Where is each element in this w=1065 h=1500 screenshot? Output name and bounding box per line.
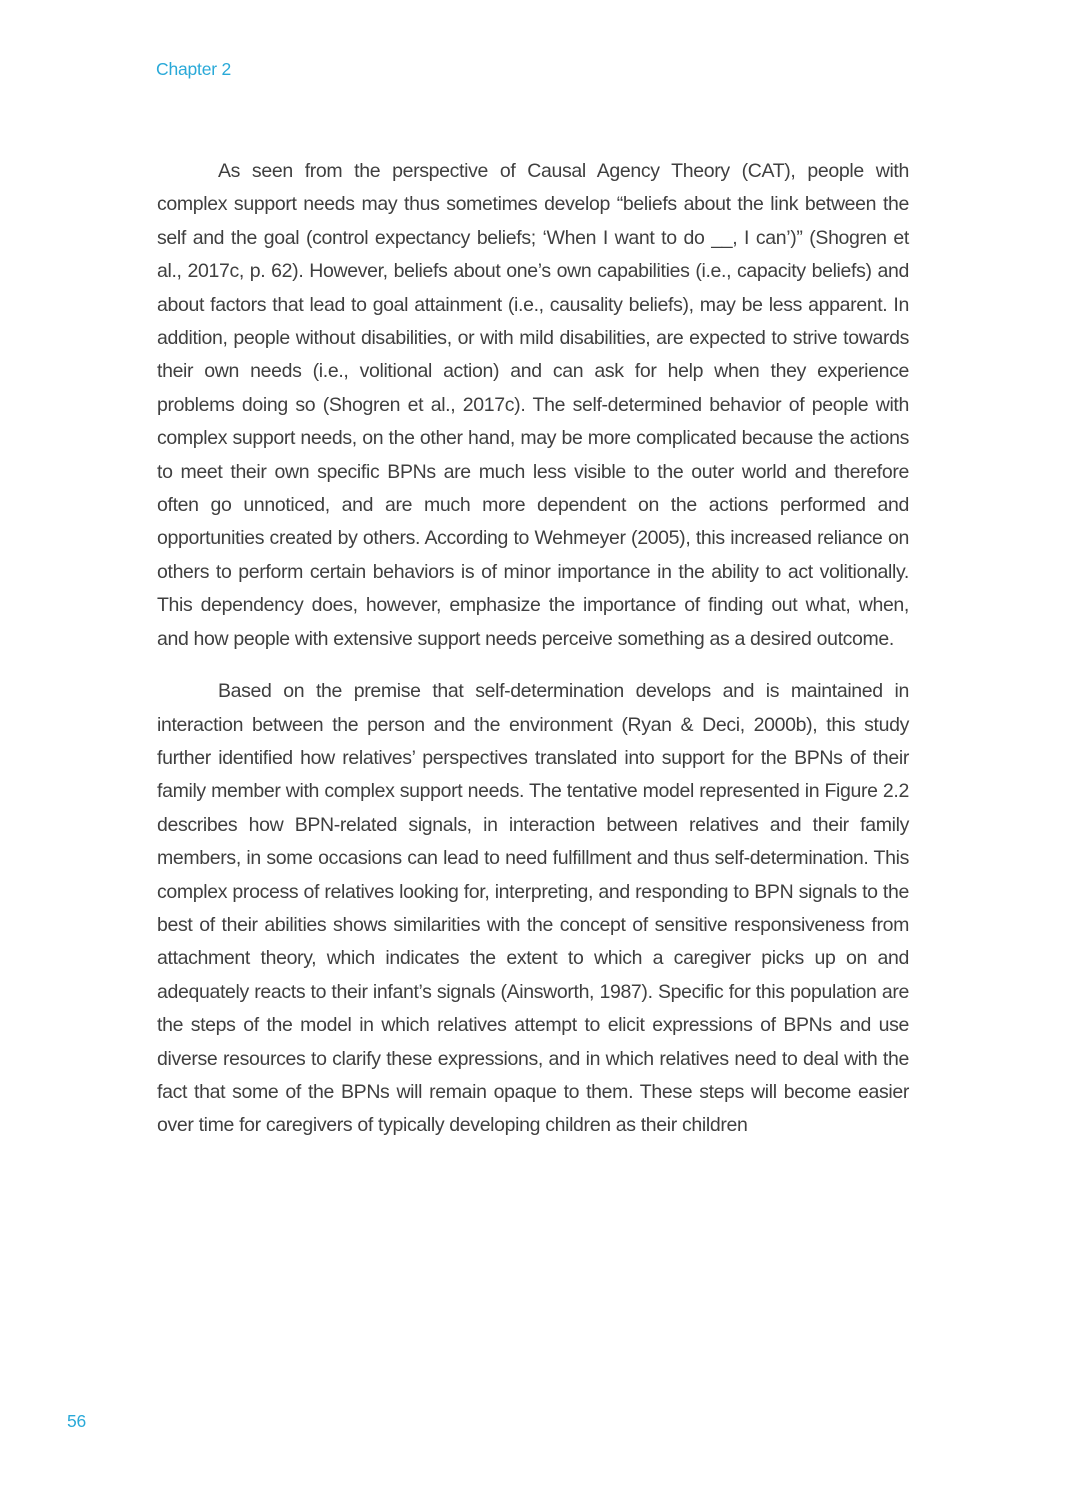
paragraph-2: Based on the premise that self-determination develops and is maintained in interaction between the person and the environment (Ryan & Deci, 2000b), this study further identified how relatives’ perspectives translated into support for the BPNs of their family member with complex support needs. The tentative model represented in Figure 2.2 describes how BPN-related signals, in interaction between relatives and their family members, in some occasions can lead to need fulfillment and thus self-determination. This complex process of relatives looking for, interpreting, and responding to BPN signals to the best of their abilities shows similarities with the concept of sensitive responsiveness from attachment theory, which indicates the extent to which a caregiver picks up on and adequately reacts to their infant’s signals (Ainsworth, 1987). Specific for this population are the steps of the model in which relatives attempt to elicit expressions of BPNs and use diverse resources to clarify these expressions, and in which relatives need to deal with the fact that some of the BPNs will remain opaque to them. These steps will become easier over time for caregivers of typically developing children as their children xyxy=(157,680,909,1137)
paragraph-1: As seen from the perspective of Causal Agency Theory (CAT), people with complex support needs may thus sometimes develop “beliefs about the link between the self and the goal (control expectancy beliefs; ‘When I want to do __, I can’)” (Shogren et al., 2017c, p. 62). However, beliefs about one’s own capabilities (i.e., capacity beliefs) and about factors that lead to goal attainment (i.e., causality beliefs), may be less apparent. In addition, people without disabilities, or with mild disabilities, are expected to strive towards their own needs (i.e., volitional action) and can ask for help when they experience problems doing so (Shogren et al., 2017c). The self-determined behavior of people with complex support needs, on the other hand, may be more complicated because the actions to meet their own specific BPNs are much less visible to the outer world and therefore often go unnoticed, and are much more dependent on the actions performed and opportunities created by others. According to Wehmeyer (2005), this increased reliance on others to perform certain behaviors is of minor importance in the ability to act volitionally. This dependency does, however, emphasize the importance of finding out what, when, and how people with extensive support needs perceive something as a desired outcome. xyxy=(157,160,909,650)
body-text xyxy=(157,155,909,1143)
chapter-label: Chapter 2 xyxy=(156,59,232,79)
page-number: 56 xyxy=(67,1411,87,1431)
